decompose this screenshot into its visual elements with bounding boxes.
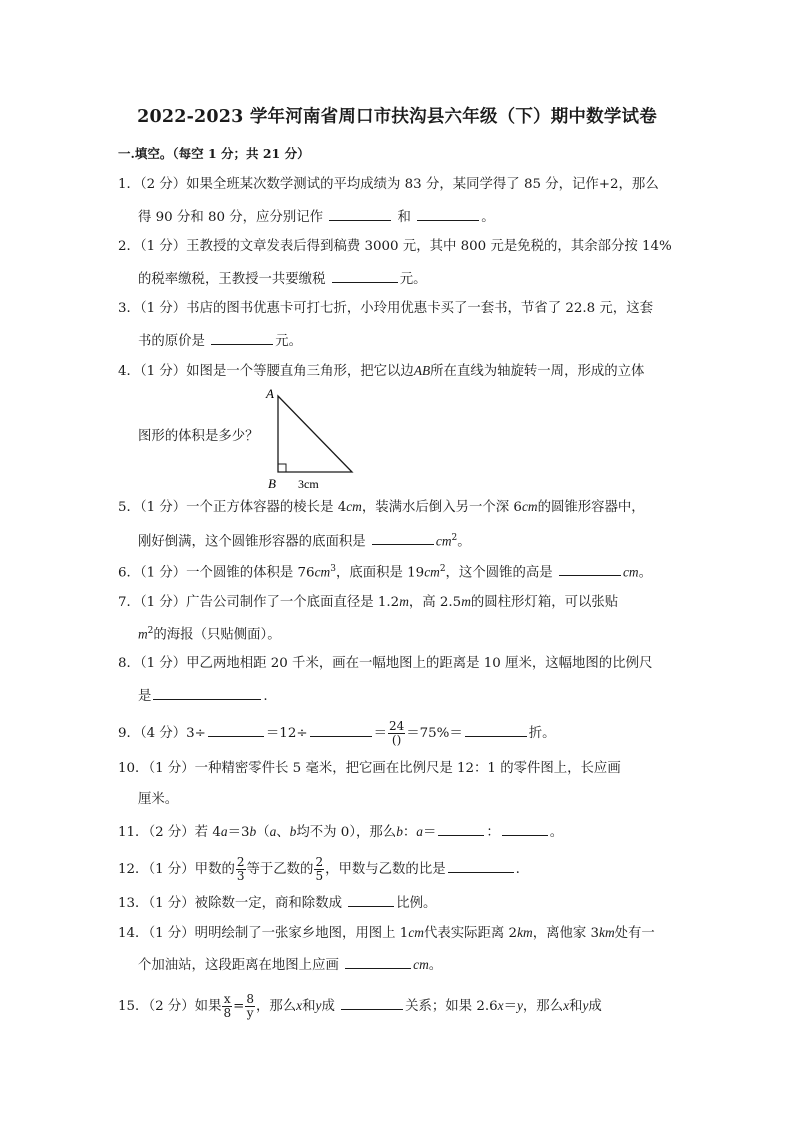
question-9-line-1: 9．（4 分）3÷ ＝12÷ ＝ $\frac{24}{()}$ ＝75%＝ 折。 bbox=[118, 719, 556, 747]
question-4-line-2: 图形的体积是多少？ bbox=[138, 429, 259, 444]
right-angle-mark bbox=[278, 464, 286, 472]
question-14-line-2: 个加油站，这段距离在地图上应画 cm。 bbox=[138, 954, 442, 976]
question-12-line-1: 12．（1 分）甲数的 $\frac{2}{3}$ 等于乙数的 $\frac{2}{5}$ ，甲数与乙数的比是 . bbox=[118, 855, 520, 883]
fraction: $\frac{2}{5}$ bbox=[315, 855, 324, 883]
question-11-line-1: 11．（2 分）若 4a＝3b（a、b均不为 0），那么b：a＝ ： 。 bbox=[118, 821, 563, 843]
fraction: $\frac{8}{y}$ bbox=[246, 992, 254, 1020]
answer-blank[interactable] bbox=[502, 821, 548, 836]
section-heading: 一.填空。（每空 1 分；共 21 分） bbox=[118, 146, 310, 161]
fraction: $\frac{2}{3}$ bbox=[236, 855, 245, 883]
question-2-line-2: 的税率缴税，王教授一共要缴税 元。 bbox=[138, 268, 427, 290]
answer-blank[interactable] bbox=[208, 722, 264, 737]
side-length-label: 3cm bbox=[298, 477, 319, 491]
answer-blank[interactable] bbox=[348, 892, 394, 907]
isosceles-right-triangle-figure bbox=[262, 384, 362, 492]
answer-blank[interactable] bbox=[345, 954, 411, 969]
answer-blank[interactable] bbox=[465, 722, 527, 737]
answer-blank[interactable] bbox=[372, 530, 434, 545]
question-13-line-1: 13．（1 分）被除数一定，商和除数成 比例。 bbox=[118, 892, 436, 914]
page-title: 2022-2023 学年河南省周口市扶沟县六年级（下）期中数学试卷 bbox=[137, 107, 657, 127]
answer-blank[interactable] bbox=[153, 685, 261, 700]
question-6-line-1: 6．（1 分）一个圆锥的体积是 $76cm^3$，底面积是 $19cm^2$，这个圆锥的高是 cm。 bbox=[118, 559, 652, 583]
answer-blank[interactable] bbox=[559, 561, 621, 576]
answer-blank[interactable] bbox=[341, 995, 403, 1010]
triangle-shape bbox=[278, 396, 352, 472]
answer-blank[interactable] bbox=[332, 268, 398, 283]
answer-blank[interactable] bbox=[211, 330, 273, 345]
answer-blank[interactable] bbox=[448, 858, 514, 873]
question-7-line-1: 7．（1 分）广告公司制作了一个底面直径是 1.2m，高 2.5m的圆柱形灯箱，可以张贴 bbox=[118, 594, 619, 610]
question-7-line-2: $m^2$的海报（只贴侧面）。 bbox=[138, 626, 281, 643]
question-3-line-1: 3．（1 分）书店的图书优惠卡可打七折，小玲用优惠卡买了一套书，节省了 22.8 元，这套 bbox=[118, 301, 653, 316]
answer-blank[interactable] bbox=[310, 722, 372, 737]
question-2-line-1: 2．（1 分）王教授的文章发表后得到稿费 3000 元，其中 800 元是免税的，其余部分按 14% bbox=[118, 239, 672, 254]
question-5-line-2: 刚好倒满，这个圆锥形容器的底面积是 $cm^2$。 bbox=[138, 528, 471, 552]
question-1-line-1: 1．（2 分）如果全班某次数学测试的平均成绩为 83 分，某同学得了 85 分，记作+2，那么 bbox=[118, 177, 659, 192]
answer-blank[interactable] bbox=[438, 821, 484, 836]
answer-blank[interactable] bbox=[417, 206, 479, 221]
question-10-line-2: 厘米。 bbox=[138, 792, 179, 807]
question-8-line-2: 是 . bbox=[138, 685, 268, 707]
question-5-line-1: 5．（1 分）一个正方体容器的棱长是 4cm，装满水后倒入另一个深 6cm的圆锥形容器中， bbox=[118, 499, 645, 515]
question-4-line-1: 4．（1 分）如图是一个等腰直角三角形，把它以边AB所在直线为轴旋转一周，形成的立体 bbox=[118, 363, 645, 379]
question-8-line-1: 8．（1 分）甲乙两地相距 20 千米，画在一幅地图上的距离是 10 厘米，这幅地图的比例尺 bbox=[118, 656, 653, 671]
vertex-label-b: B bbox=[268, 476, 276, 491]
vertex-label-a: A bbox=[266, 386, 274, 401]
question-14-line-1: 14．（1 分）明明绘制了一张家乡地图，用图上 1cm代表实际距离 2km，离他家 3km处有一 bbox=[118, 925, 655, 941]
fraction: $\frac{x}{8}$ bbox=[223, 992, 232, 1020]
fraction: $\frac{24}{()}$ bbox=[388, 719, 405, 747]
question-3-line-2: 书的原价是 元。 bbox=[138, 330, 302, 352]
question-1-line-2: 得 90 分和 80 分，应分别记作 和 。 bbox=[138, 206, 495, 228]
answer-blank[interactable] bbox=[329, 206, 391, 221]
question-10-line-1: 10．（1 分）一种精密零件长 5 毫米，把它画在比例尺是 12：1 的零件图上，长应画 bbox=[118, 761, 621, 776]
question-15-line-1: 15．（2 分）如果 $\frac{x}{8}$ = $\frac{8}{y}$ ，那么x和y成 关系；如果 2.6x＝y，那么x和y成 bbox=[118, 992, 602, 1020]
